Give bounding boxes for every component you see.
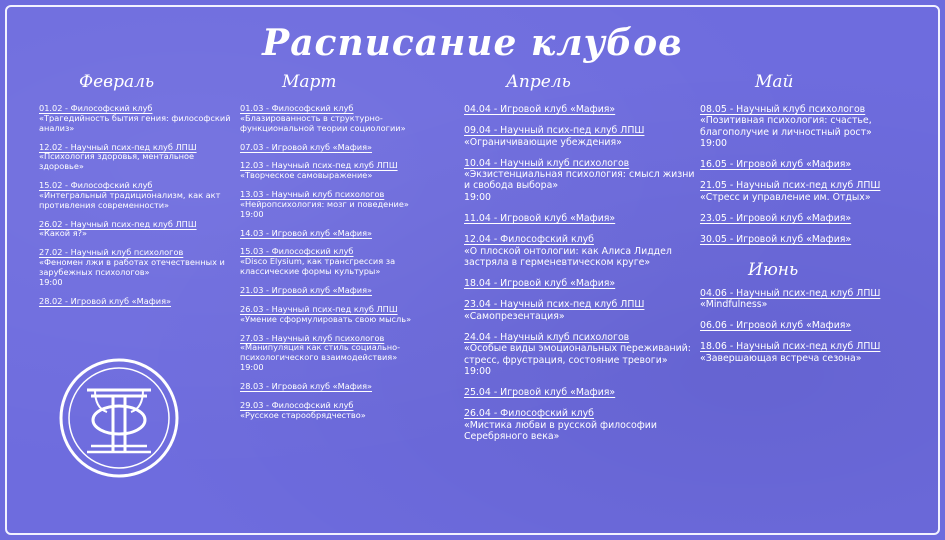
event-item (700, 104, 935, 149)
event-item (464, 387, 696, 398)
event-date-club: 15.02 - Философский клуб (39, 180, 153, 191)
page-title: Расписание клубов (262, 22, 683, 64)
event-date-club: 11.04 - Игровой клуб «Мафия» (464, 212, 616, 224)
event-item (240, 305, 445, 325)
event-item (39, 297, 239, 307)
event-date-club: 24.04 - Научный клуб психологов (464, 331, 630, 343)
event-item (39, 181, 239, 211)
event-date-club: 13.03 - Научный клуб психологов (240, 189, 385, 200)
event-topic: «Феномен лжи в работах отечественных и зарубежных психологов» (39, 257, 225, 277)
month-heading-may: Май (755, 72, 794, 92)
event-list-march (240, 104, 445, 420)
event-topic: «Экзистенциальная психология: смысл жизни и свобода выбора» (464, 169, 695, 192)
event-item (240, 382, 445, 392)
event-topic: «Ограничивающие убеждения» (464, 136, 622, 148)
column-april (464, 72, 696, 452)
event-time: 19:00 (39, 276, 63, 287)
event-date-club: 30.05 - Игровой клуб «Мафия» (700, 234, 852, 246)
event-date-club: 28.02 - Игровой клуб «Мафия» (39, 295, 172, 306)
event-item (240, 229, 445, 239)
event-item (700, 288, 935, 311)
event-topic: «Завершающая встреча сезона» (700, 352, 862, 364)
event-topic: «Disco Elysium, как трансгрессия за классические формы культуры» (240, 256, 396, 277)
event-list-may (700, 104, 935, 246)
event-date-club: 27.02 - Научный клуб психологов (39, 247, 184, 258)
event-date-club: 04.06 - Научный псих-пед клуб ЛПШ (700, 287, 881, 299)
event-topic: «Умение сформулировать свою мысль» (240, 313, 412, 324)
event-time: 19:00 (700, 137, 728, 149)
event-item (240, 104, 445, 134)
event-item (464, 408, 696, 442)
event-topic: «Манипуляция как стиль социально-психологического взаимодействия» (240, 342, 401, 363)
event-date-club: 21.03 - Игровой клуб «Мафия» (240, 284, 373, 295)
event-list-april (464, 104, 696, 442)
event-item (240, 190, 445, 220)
event-topic: «Позитивная психология: счастье, благополучие и личностный рост» (700, 115, 872, 138)
event-topic: «Стресс и управление им. Отдых» (700, 191, 871, 203)
event-item (700, 180, 935, 203)
event-topic: «Трагедийность бытия гения: философский анализ» (39, 112, 231, 133)
event-item (464, 104, 696, 115)
event-topic: «Mindfulness» (700, 298, 768, 310)
event-topic: «О плоской онтологии: как Алиса Лиддел застряла в герменевтическом круге» (464, 245, 672, 268)
event-date-club: 01.03 - Философский клуб (240, 103, 354, 113)
column-march (240, 72, 445, 429)
event-item (240, 161, 445, 181)
event-item (464, 213, 696, 224)
event-date-club: 21.05 - Научный псих-пед клуб ЛПШ (700, 180, 881, 192)
event-date-club: 26.03 - Научный псих-пед клуб ЛПШ (240, 303, 398, 314)
event-date-club: 25.04 - Игровой клуб «Мафия» (464, 387, 616, 399)
month-heading-february: Февраль (79, 72, 155, 92)
event-topic: «Какой я?» (39, 228, 87, 239)
event-item (700, 234, 935, 245)
event-date-club: 23.05 - Игровой клуб «Мафия» (700, 212, 852, 224)
event-date-club: 09.04 - Научный псих-пед клуб ЛПШ (464, 125, 645, 137)
event-date-club: 14.03 - Игровой клуб «Мафия» (240, 227, 373, 238)
event-item (464, 332, 696, 377)
event-item (464, 278, 696, 289)
column-february (39, 72, 239, 316)
event-date-club: 16.05 - Игровой клуб «Мафия» (700, 159, 852, 171)
event-item (700, 159, 935, 170)
event-date-club: 29.03 - Философский клуб (240, 399, 354, 410)
event-item (39, 143, 239, 173)
event-time: 19:00 (464, 365, 492, 377)
event-topic: «Особые виды эмоциональных переживаний: стресс, фрустрация, состояние тревоги» (464, 343, 691, 366)
event-date-club: 10.04 - Научный клуб психологов (464, 157, 630, 169)
event-topic: «Нейропсихология: мозг и поведение» (240, 198, 409, 209)
event-item (464, 158, 696, 203)
event-item (240, 334, 445, 373)
event-topic: «Мистика любви в русской философии Серебряного века» (464, 419, 657, 442)
event-date-club: 26.02 - Научный псих-пед клуб ЛПШ (39, 218, 197, 229)
event-item (700, 213, 935, 224)
university-emblem-icon (57, 356, 181, 480)
event-date-club: 06.06 - Игровой клуб «Мафия» (700, 320, 852, 332)
event-date-club: 15.03 - Философский клуб (240, 246, 354, 257)
event-list-june (700, 288, 935, 364)
event-item (39, 220, 239, 240)
event-date-club: 12.03 - Научный псих-пед клуб ЛПШ (240, 160, 398, 171)
event-list-february (39, 104, 239, 307)
event-item (700, 341, 935, 364)
event-date-club: 12.02 - Научный псих-пед клуб ЛПШ (39, 141, 197, 152)
event-item (464, 125, 696, 148)
event-time: 19:00 (464, 191, 492, 203)
month-heading-april: Апрель (506, 72, 571, 92)
event-item (240, 247, 445, 277)
event-date-club: 18.06 - Научный псих-пед клуб ЛПШ (700, 341, 881, 353)
event-topic: «Творческое самовыражение» (240, 170, 373, 181)
event-date-club: 27.03 - Научный клуб психологов (240, 332, 385, 343)
event-item (464, 234, 696, 268)
event-date-club: 07.03 - Игровой клуб «Мафия» (240, 141, 373, 152)
event-item (240, 143, 445, 153)
event-topic: «Самопрезентация» (464, 310, 565, 322)
month-heading-june: Июнь (748, 259, 799, 280)
event-date-club: 04.04 - Игровой клуб «Мафия» (464, 104, 616, 115)
event-time: 19:00 (240, 362, 264, 373)
event-topic: «Блазированность в структурно-функциональной теории социологии» (240, 112, 406, 133)
event-time: 19:00 (240, 208, 264, 219)
event-topic: «Интегральный традиционализм, как акт противления современности» (39, 189, 221, 210)
event-date-club: 28.03 - Игровой клуб «Мафия» (240, 380, 373, 391)
event-item (39, 104, 239, 134)
event-date-club: 08.05 - Научный клуб психологов (700, 104, 866, 115)
event-date-club: 26.04 - Философский клуб (464, 408, 594, 420)
event-item (464, 299, 696, 322)
event-date-club: 18.04 - Игровой клуб «Мафия» (464, 278, 616, 290)
event-item (240, 286, 445, 296)
column-may-june (700, 72, 935, 374)
event-item (39, 248, 239, 287)
event-item (240, 401, 445, 421)
event-topic: «Психология здоровья, ментальное здоровье» (39, 151, 195, 172)
event-item (700, 320, 935, 331)
event-date-club: 23.04 - Научный псих-пед клуб ЛПШ (464, 299, 645, 311)
event-topic: «Русское старообрядчество» (240, 409, 366, 420)
event-date-club: 01.02 - Философский клуб (39, 103, 153, 113)
event-date-club: 12.04 - Философский клуб (464, 234, 594, 246)
month-heading-march: Март (282, 72, 337, 92)
